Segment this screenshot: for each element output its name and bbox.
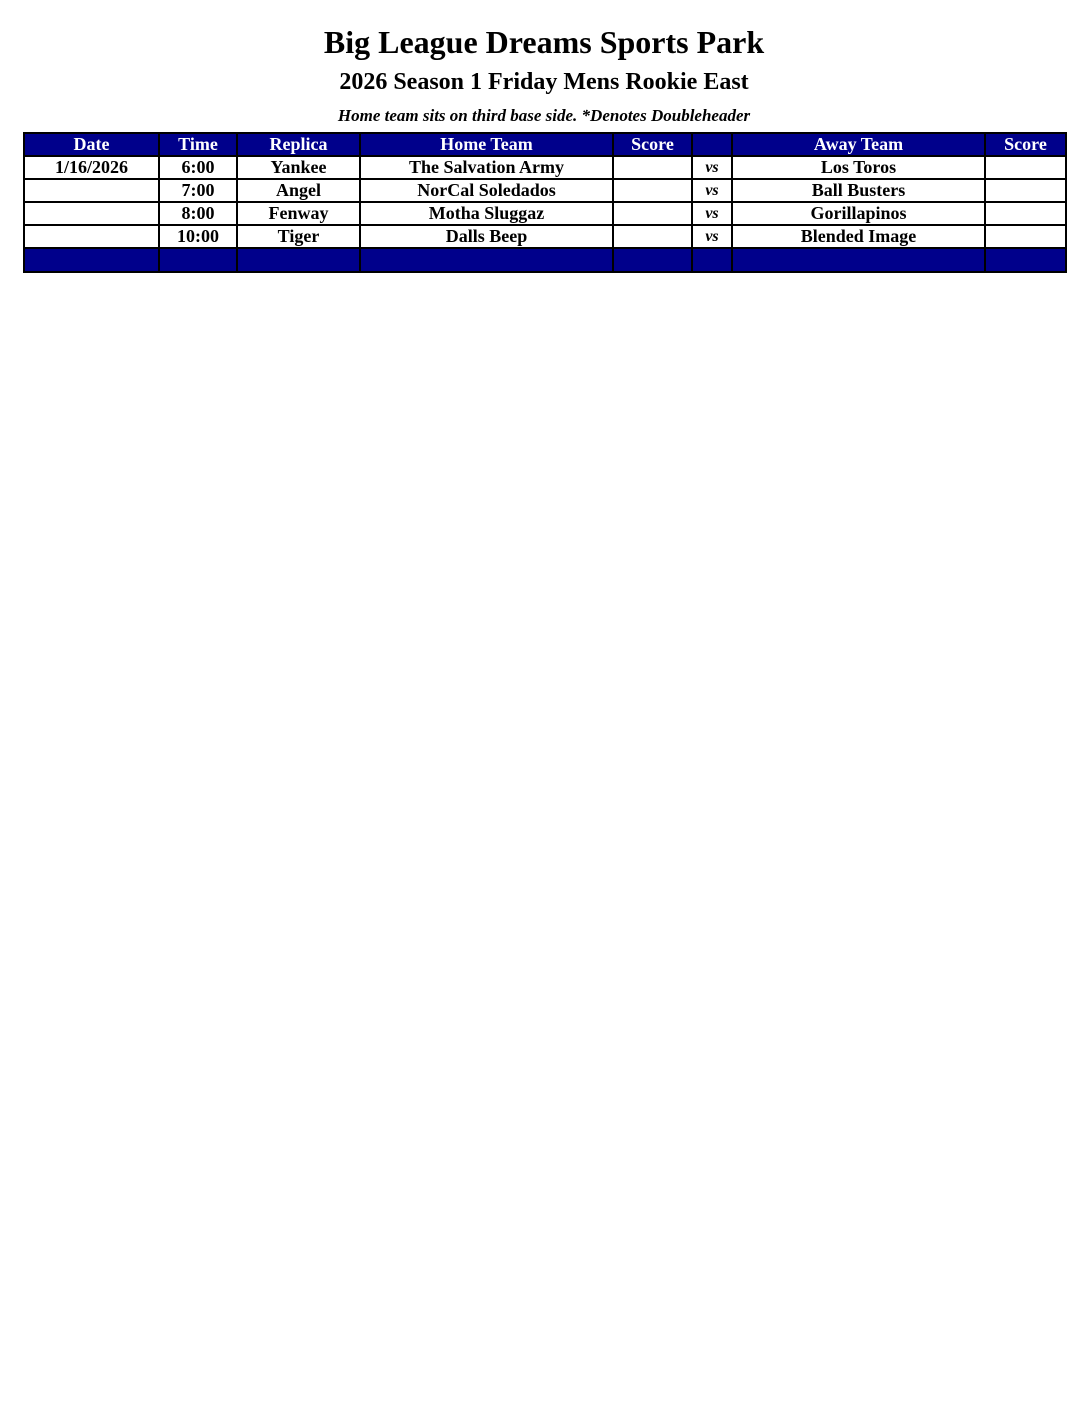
column-header-replica: Replica <box>237 133 360 156</box>
cell-home-score <box>613 179 692 202</box>
cell-replica: Yankee <box>237 156 360 179</box>
cell-away-score <box>985 225 1066 248</box>
cell-away-team: Blended Image <box>732 225 985 248</box>
cell-date <box>24 225 159 248</box>
table-row <box>24 156 1066 179</box>
cell-vs: vs <box>692 156 732 179</box>
cell-away-team: Los Toros <box>732 156 985 179</box>
cell-date <box>24 179 159 202</box>
cell-home-score <box>613 156 692 179</box>
footer-cell <box>732 248 985 272</box>
cell-time: 6:00 <box>159 156 237 179</box>
cell-away-team: Ball Busters <box>732 179 985 202</box>
cell-away-score <box>985 202 1066 225</box>
cell-replica: Tiger <box>237 225 360 248</box>
footer-cell <box>237 248 360 272</box>
column-header-time: Time <box>159 133 237 156</box>
column-header-home-team: Home Team <box>360 133 613 156</box>
cell-time: 10:00 <box>159 225 237 248</box>
column-header-away-score: Score <box>985 133 1066 156</box>
cell-home-team: Dalls Beep <box>360 225 613 248</box>
cell-away-score <box>985 156 1066 179</box>
table-footer-band <box>24 248 1066 272</box>
cell-replica: Angel <box>237 179 360 202</box>
cell-time: 8:00 <box>159 202 237 225</box>
footer-cell <box>24 248 159 272</box>
cell-away-team: Gorillapinos <box>732 202 985 225</box>
cell-date: 1/16/2026 <box>24 156 159 179</box>
cell-home-team: The Salvation Army <box>360 156 613 179</box>
footer-cell <box>613 248 692 272</box>
column-header-home-score: Score <box>613 133 692 156</box>
schedule-note: Home team sits on third base side. *Denotes Doubleheader <box>337 106 751 125</box>
footer-cell <box>692 248 732 272</box>
column-header-date: Date <box>24 133 159 156</box>
footer-cell <box>985 248 1066 272</box>
table-row <box>24 179 1066 202</box>
cell-home-score <box>613 202 692 225</box>
cell-home-team: Motha Sluggaz <box>360 202 613 225</box>
page-title: Big League Dreams Sports Park <box>323 24 765 60</box>
footer-cell <box>360 248 613 272</box>
page-subtitle: 2026 Season 1 Friday Mens Rookie East <box>339 69 749 95</box>
cell-away-score <box>985 179 1066 202</box>
table-row <box>24 225 1066 248</box>
cell-vs: vs <box>692 179 732 202</box>
column-header-away-team: Away Team <box>732 133 985 156</box>
cell-home-score <box>613 225 692 248</box>
cell-vs: vs <box>692 202 732 225</box>
table-row <box>24 202 1066 225</box>
cell-replica: Fenway <box>237 202 360 225</box>
cell-date <box>24 202 159 225</box>
cell-vs: vs <box>692 225 732 248</box>
cell-time: 7:00 <box>159 179 237 202</box>
table-header-row <box>24 133 1066 156</box>
cell-home-team: NorCal Soledados <box>360 179 613 202</box>
footer-cell <box>159 248 237 272</box>
schedule-table <box>23 132 1067 273</box>
column-header-vs <box>692 133 732 156</box>
